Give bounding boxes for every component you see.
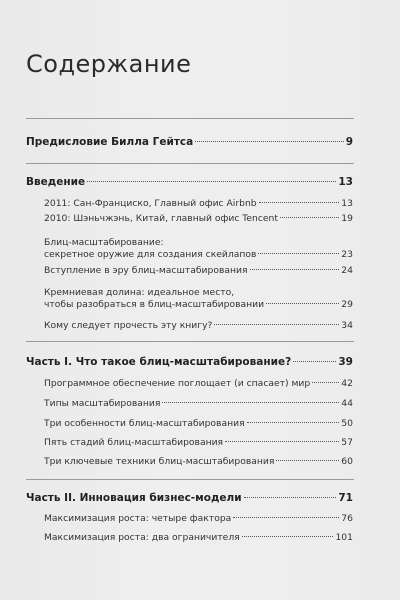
- toc-page-number: 57: [341, 437, 353, 448]
- dot-leader: [312, 382, 339, 383]
- dot-leader: [225, 441, 339, 442]
- dot-leader: [162, 402, 339, 403]
- toc-page-number: 34: [341, 320, 353, 331]
- toc-subentry: [44, 198, 353, 209]
- dot-leader: [266, 303, 339, 304]
- toc-subentry-line1: Кремниевая долина: идеальное место,: [44, 287, 235, 298]
- toc-page-number: 50: [341, 418, 353, 429]
- toc-subentry: [44, 513, 353, 524]
- toc-entry-label: чтобы разобраться в блиц-масштабировании: [44, 299, 265, 310]
- toc-entry-label: Часть II. Инновация бизнес-модели: [26, 492, 242, 504]
- dot-leader: [233, 517, 339, 518]
- toc-subentry: [44, 532, 353, 543]
- dot-leader: [276, 460, 339, 461]
- section-divider: [26, 163, 354, 164]
- toc-entry-label: 2010: Шэньчжэнь, Китай, главный офис Tencent: [44, 213, 278, 224]
- toc-entry-label: секретное оружие для создания скейлапов: [44, 249, 257, 260]
- toc-entry-label: Три ключевые техники блиц-масштабирования: [44, 456, 275, 467]
- dot-leader: [259, 202, 340, 203]
- dot-leader: [293, 361, 336, 362]
- toc-page-number: 42: [341, 378, 353, 389]
- toc-page-number: 13: [341, 198, 353, 209]
- toc-subentry: [44, 299, 353, 310]
- toc-page-number: 9: [345, 136, 353, 148]
- toc-page-number: 23: [341, 249, 353, 260]
- dot-leader: [280, 217, 339, 218]
- toc-page-number: 60: [341, 456, 353, 467]
- toc-entry-label: 2011: Сан-Франциско, Главный офис Airbnb: [44, 198, 257, 209]
- toc-entry-label: Пять стадий блиц-масштабирования: [44, 437, 224, 448]
- toc-entry-label: Предисловие Билла Гейтса: [26, 136, 194, 148]
- toc-page-number: 13: [338, 176, 353, 188]
- toc-entry-label: Программное обеспечение поглощает (и спасает) мир: [44, 378, 311, 389]
- dot-leader: [242, 536, 334, 537]
- toc-entry-label: Максимизация роста: два ограничителя: [44, 532, 240, 543]
- toc-page-number: 76: [341, 513, 353, 524]
- dot-leader: [247, 422, 340, 423]
- toc-subentry: [44, 398, 353, 409]
- page-title: Содержание: [26, 50, 192, 78]
- toc-entry-part1: [26, 356, 353, 368]
- toc-entry-label: Вступление в эру блиц-масштабирования: [44, 265, 248, 276]
- toc-subentry: [44, 418, 353, 429]
- toc-subentry: [44, 265, 353, 276]
- section-divider: [26, 341, 354, 342]
- toc-page-number: 24: [341, 265, 353, 276]
- section-divider: [26, 118, 354, 119]
- dot-leader: [250, 269, 340, 270]
- toc-page-number: 101: [335, 532, 353, 543]
- dot-leader: [258, 253, 339, 254]
- toc-subentry: [44, 378, 353, 389]
- dot-leader: [195, 141, 343, 142]
- toc-page-number: 19: [341, 213, 353, 224]
- toc-entry-label: Часть I. Что такое блиц-масштабирование?: [26, 356, 292, 368]
- toc-entry-label: Кому следует прочесть эту книгу?: [44, 320, 213, 331]
- toc-entry-label: Типы масштабирования: [44, 398, 161, 409]
- toc-page-number: 71: [338, 492, 353, 504]
- dot-leader: [214, 324, 339, 325]
- toc-page-number: 29: [341, 299, 353, 310]
- toc-entry-part2: [26, 492, 353, 504]
- toc-entry-label: Три особенности блиц-масштабирования: [44, 418, 245, 429]
- toc-subentry: [44, 437, 353, 448]
- toc-subentry: [44, 456, 353, 467]
- toc-subentry: [44, 249, 353, 260]
- toc-page-number: 39: [338, 356, 353, 368]
- toc-subentry: [44, 320, 353, 331]
- toc-entry-label: Введение: [26, 176, 86, 188]
- section-divider: [26, 479, 354, 480]
- toc-entry-intro: [26, 176, 353, 188]
- toc-subentry: [44, 213, 353, 224]
- toc-page-number: 44: [341, 398, 353, 409]
- toc-entry-foreword: [26, 136, 353, 148]
- dot-leader: [244, 497, 337, 498]
- dot-leader: [87, 181, 336, 182]
- toc-entry-label: Максимизация роста: четыре фактора: [44, 513, 232, 524]
- toc-subentry-line1: Блиц-масштабирование:: [44, 237, 164, 248]
